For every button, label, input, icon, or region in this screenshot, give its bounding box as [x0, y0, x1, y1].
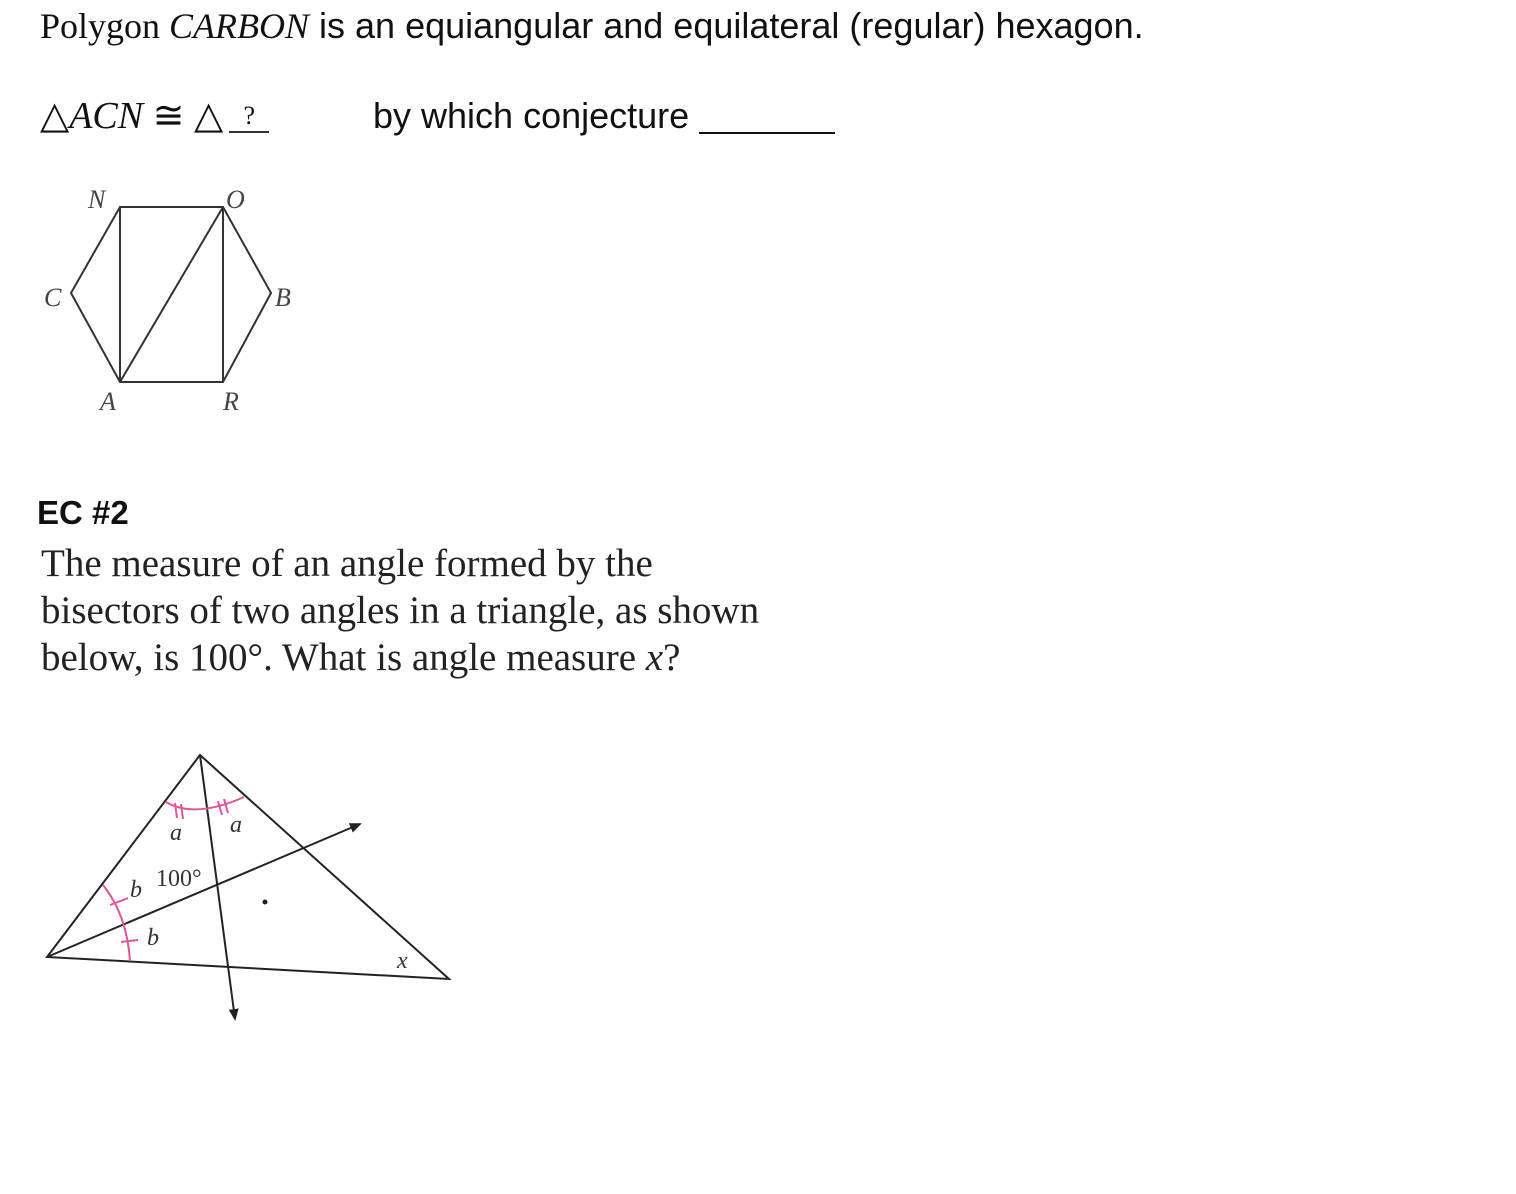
problem2-text [41, 540, 759, 681]
angle-label-x: x [397, 948, 408, 974]
congruence-expression [40, 92, 269, 140]
triangle-acn: △ACN [40, 95, 144, 137]
statement-rest: is an equiangular and equilateral (regular) hexagon. [309, 5, 1144, 46]
angle-label-b-bottom: b [147, 925, 159, 951]
diagonal-ao [120, 207, 223, 382]
polygon-name: CARBON [169, 6, 310, 46]
triangle-outline [47, 755, 449, 979]
angle-label-100-degrees: 100° [156, 866, 202, 892]
conjecture-question-text: by which conjecture [373, 95, 690, 136]
problem2-line-2: bisectors of two angles in a triangle, as shown [41, 589, 760, 632]
congruence-answer-blank[interactable]: ? [229, 101, 269, 133]
stray-dot [263, 900, 268, 905]
angle-label-a-left: a [170, 820, 182, 846]
conjecture-answer-blank[interactable] [699, 98, 835, 134]
angle-label-b-top: b [130, 877, 142, 903]
conjecture-question [373, 94, 835, 138]
vertex-label-r: R [223, 387, 239, 416]
hexagon-carbon-figure [30, 175, 320, 425]
problem1-statement [40, 4, 1144, 48]
variable-x: x [645, 636, 664, 679]
problem2-line-3-start: below, is 100°. What is angle measure [41, 636, 646, 679]
problem2-line-1: The measure of an angle formed by the [41, 542, 653, 585]
vertex-label-b: B [275, 283, 291, 312]
problem2-line-3-end: ? [663, 636, 681, 679]
angle-label-a-right: a [230, 812, 242, 838]
triangle-bisectors-figure [30, 735, 470, 1035]
vertex-label-c: C [44, 283, 62, 312]
top-angle-bisector [200, 755, 235, 1019]
vertex-label-a: A [100, 387, 116, 416]
problem2-line-3 [41, 634, 759, 681]
vertex-label-o: O [226, 185, 245, 214]
statement-start: Polygon [40, 6, 170, 46]
ec2-heading: EC #2 [37, 494, 129, 531]
vertex-label-n: N [88, 185, 106, 214]
left-angle-bisector [47, 824, 360, 957]
congruent-symbol: ≅ △ [143, 95, 224, 137]
